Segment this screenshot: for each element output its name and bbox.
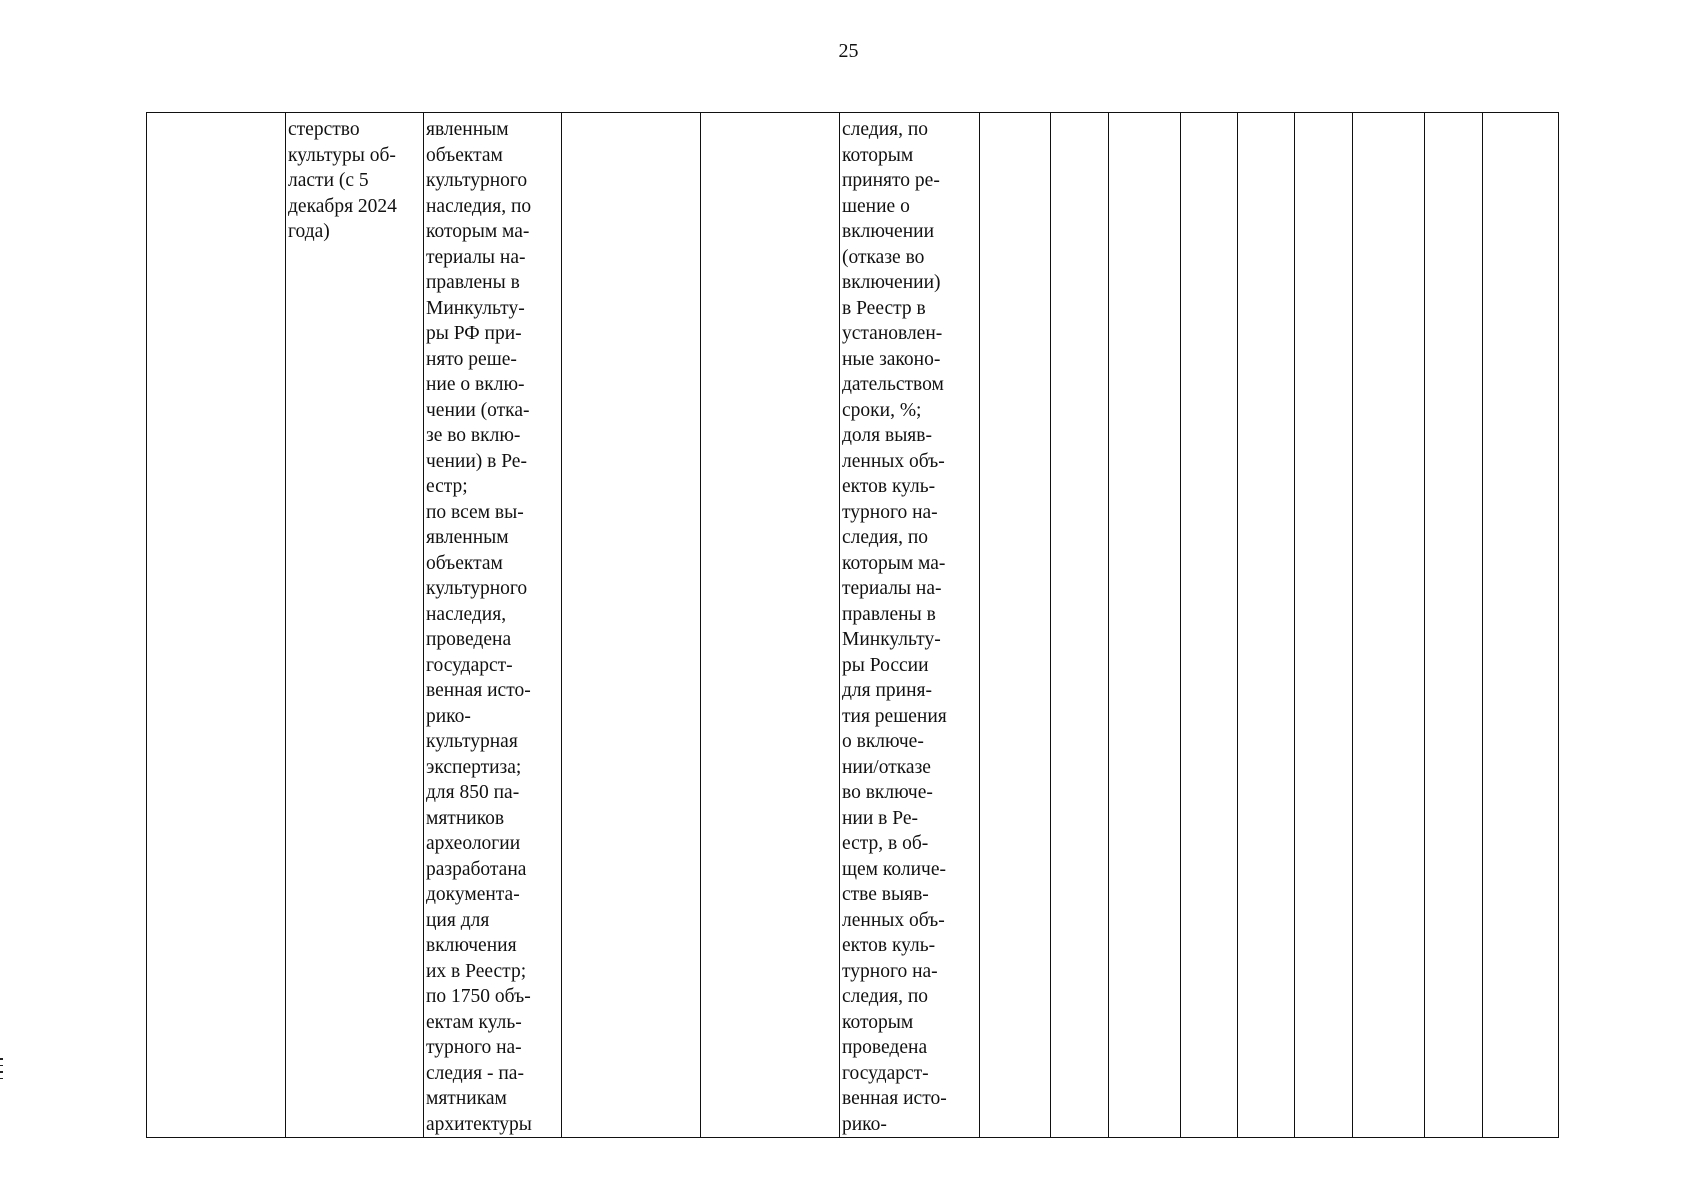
table-cell-col3: явленным объектам культурного наследия, по которым ма- териалы на- правлены в Минкульту- ры РФ при- нято реше- ние о вклю- чении (отка- зе во вклю- чении) в Ре- естр; по всем вы- явленным объектам культурного наследия, проведена государст- венная исто- рико- культурная экспертиза; для 850 па- мятников археологии разработана документа- ция для включения их в Реестр; по 1750 объ- ектам куль- турного на- следия - па- мятникам архитектуры <box>424 113 562 1138</box>
table-cell-col6: следия, по которым принято ре- шение о включении (отказе во включении) в Реестр в установлен- ные законо- дательством сроки, %; доля выяв- ленных объ- ектов куль- турного на- следия, по которым ма- териалы на- правлены в Минкульту- ры России для приня- тия решения о включе- нии/отказе во включе- нии в Ре- естр, в об- щем количе- стве выяв- ленных объ- ектов куль- турного на- следия, по которым проведена государст- венная исто- рико- <box>840 113 980 1138</box>
scan-edge-marks <box>0 1058 4 1098</box>
table-cell-col14 <box>1425 113 1483 1138</box>
table-row <box>147 113 1559 1138</box>
edge-tick <box>0 1058 3 1060</box>
table-cell-col5 <box>701 113 840 1138</box>
edge-tick <box>0 1065 3 1067</box>
table-cell-col12 <box>1295 113 1353 1138</box>
edge-tick <box>0 1071 3 1073</box>
table-cell-col4 <box>562 113 701 1138</box>
document-table <box>146 112 1559 1138</box>
table-cell-col8 <box>1051 113 1109 1138</box>
table-cell-col13 <box>1353 113 1425 1138</box>
table-cell-col1 <box>147 113 286 1138</box>
table-cell-col11 <box>1238 113 1295 1138</box>
table-cell-col7 <box>980 113 1051 1138</box>
table-cell-col15 <box>1483 113 1559 1138</box>
table-cell-col9 <box>1109 113 1181 1138</box>
edge-tick <box>0 1078 3 1080</box>
page-number: 25 <box>838 40 859 62</box>
table-cell-col10 <box>1181 113 1238 1138</box>
table-cell-col2: стерство культуры об- ласти (с 5 декабря 2024 года) <box>286 113 424 1138</box>
